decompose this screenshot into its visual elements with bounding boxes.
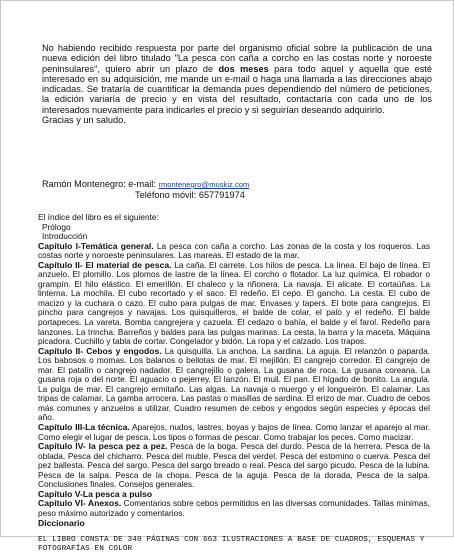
chapter-title: Capítulo IV- la pesca pez a pez. — [38, 441, 168, 452]
intro-paragraph: No habiendo recibido respuesta por parte del organismo oficial sobre la publicación de una nueva edición del libro titulado "La pesca con caña a corcho en las costas norte y noroeste peninsulares", quiero abrir un plazo de dos meses para todo aquel y aquella que esté interesado en su adquisición, me mande un e-mail o haga una llamada a las direcciones abajo indicadas. Se trataría de cuantificar la demanda pues dependiendo del número de peticiones, la edición variaría de precio y en vista del resultado, contactaría con cada uno de los interesados nuevamente para indicarles el precio y si seguirían deseando adquirirlo. — [42, 43, 432, 115]
chapter-1 — [38, 242, 430, 261]
phone-line: Teléfono móvil: 657791974 — [135, 190, 245, 200]
chapter-title: Capítulo III-La técnica. — [38, 422, 130, 433]
email-link[interactable]: rmontenegro@muskiz.com — [158, 180, 250, 189]
chapter-2-cebos — [38, 347, 430, 423]
toc-item-prologo: Prólogo — [42, 221, 71, 232]
chapter-title: Diccionario — [38, 517, 85, 528]
chapter-title: Capítulo II- El material de pesca. — [38, 259, 172, 270]
chapter-text: Pesca de la boga. Pesca del durdo. Pesca de la herrera. Pesca de la oblada. Pesca del chicharro. Pesca del muble. Pesca del verdel. Pesca del estornino o cuerva. Pesca del pez ballesta. Pesca del sargo. Pesca del sargo breado o real. Pesca del sargo picudo. Pesca de la lubina. Pesca de la salpa. Pesca de la chopa. Pesca de la aguja. Pesca de la dorada, Pesca de la salpa. Conclusiones finales. Consejos generales. — [38, 441, 431, 490]
closing-note: EL LIBRO CONSTA DE 340 PÁGINAS CON 663 ILUSTRACIONES A BASE DE CUADROS, ESQUEMAS Y FOTOGRAFÍAS EN COLOR — [38, 536, 425, 554]
chapter-6 — [38, 499, 430, 518]
chapter-4 — [38, 442, 430, 490]
author-label: Ramón Montenegro: e-mail: — [42, 179, 159, 189]
chapter-text: La pesca con caña a corcho. Las zonas de la costa y los roqueros. Las costas norte y noroeste peninsulares. Las mareas. El estado de la mar. — [38, 240, 430, 261]
signature-block — [42, 179, 432, 201]
toc-heading: El índice del libro es el siguiente: — [38, 212, 159, 222]
chapter-text: Comentarios sobre cebos permitidos en las diversas comunidades. Tallas mínimas, peso máximo autorizado y comentarios. — [38, 498, 430, 518]
table-of-contents — [38, 213, 430, 554]
intro-section — [42, 43, 432, 125]
chapter-text: La caña. El carrete. Los hilos de pesca. La línea. El bajo de línea. El anzuelo. El plomillo. Los plomos de lastre de la línea. El corcho o flotador. La luz química. El robador o grampín. El hilo elástico. El emerillón. El chaleco y la riñonera. La navaja. El alicate. El cortaúñas. La linterna. La mochila. El cubo recortado y el saco. El redeño. El cepo. El gancho. La cesta. El cubo de macizo y la cuchara o cazo. El cubo para pulgas de mar. Envases y tapers. El bote para cangrejos. El pincho para cangrejos y navajas. Los quisquilleros, el balde de colar, el palo y el redeño. El balde portapeces. La vareta. Bomba cangrejera y cazuela. El cedazo o bahía, el balde y el farol. Redeño para lanzones. La trincha. Barreños y baldes para las pulgas marinas. La cesta, la barra y la maceta. Máquina picadora. Cuchillo y tabla de cortar. Congelador y bidón. La ropa y el calzado. Los trapos. — [38, 259, 431, 347]
thanks-line: Gracias y un saludo. — [42, 115, 126, 126]
highlight-two-months: dos meses — [218, 63, 269, 74]
chapter-title: Capítulo VI- Anexos. — [38, 498, 122, 509]
chapter-title: Capítulo I-Temática general. — [38, 240, 154, 251]
chapter-text: Aparejos, nudos, lastres, boyas y bajos de línea. Como lanzar el aparejo al mar. Como elegir el lugar de pesca. Los tipos o formas de pescar. Como trabajar los peces. Como macizar. — [38, 422, 430, 442]
toc-item-introduccion: Introducción — [42, 231, 88, 242]
chapter-title: Capítulo II- Cebos y engodos. — [38, 345, 162, 356]
chapter-2 — [38, 261, 430, 347]
diccionario — [38, 519, 430, 529]
chapter-3 — [38, 423, 430, 442]
chapter-text: La quisquilla. La anchoa. La sardina. La aguja. El relanzón o paparda. Los babosos o momas. Los balanos o bellotas de mar. El mejillón. El cangrejo corredor. El cangrejo de mar. El patalín o cangrejo nadador. El cangrejillo o galera. La gusana de roca. La gusana coreana. La gusana roja o del norte. El aguacio o pejerrey. El lanzón. El muil. El pan. El hígado de bonito. La angula. La pulga de mar. El cangrejo ermitaño. Las algas. La navaja o muergo y el longueirón. El calamar. Las tripas de calamar. La gamba arrocera. Las pastas o masillas de sardina. El erizo de mar. Cuadro de cebos más comunes y anzuelos a utilizar. Cuadro resumen de cebos y engodos según especies y épocas del año. — [38, 345, 430, 423]
chapter-title: Capítulo V-La pesca a pulso — [38, 488, 153, 499]
